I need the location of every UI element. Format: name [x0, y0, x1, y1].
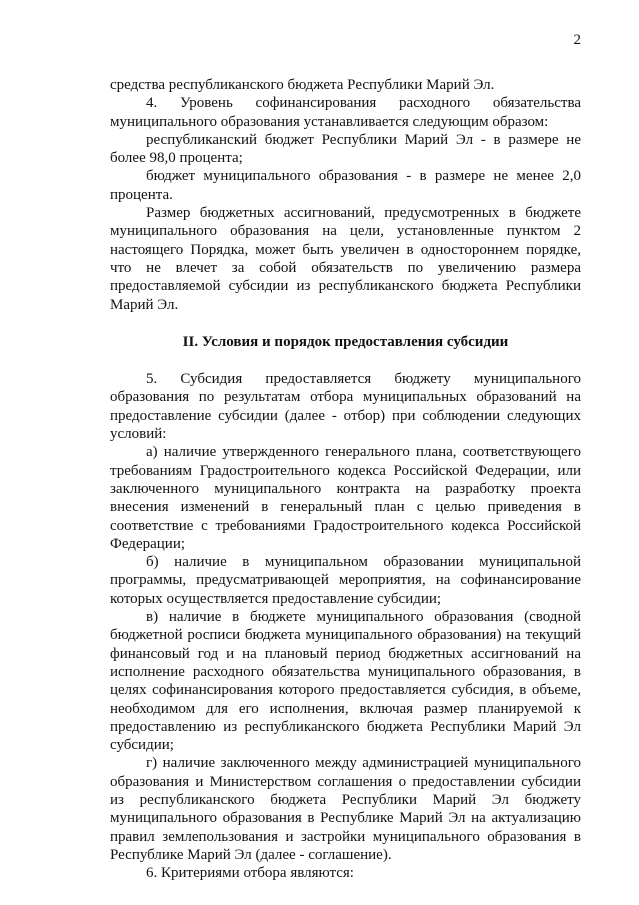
- paragraph: а) наличие утвержденного генерального плана, соответствующего требованиям Градостроительного кодекса Российской Федерации, или заключенного муниципального контракта на разработку проекта внесения изменений в генеральный план с целью приведения в соответствие с требованиями Градостроительного кодекса Российской Федерации;: [110, 444, 581, 552]
- document-body: [110, 76, 581, 882]
- paragraph: б) наличие в муниципальном образовании муниципальной программы, предусматривающей мероприятия, на софинансирование которых осуществляется предоставление субсидии;: [110, 554, 581, 607]
- page-number: 2: [573, 32, 581, 48]
- paragraph: бюджет муниципального образования - в размере не менее 2,0 процента.: [110, 168, 581, 203]
- section-heading: II. Условия и порядок предоставления субсидии: [182, 333, 509, 350]
- paragraph: в) наличие в бюджете муниципального образования (сводной бюджетной росписи бюджета муниципального образования) на текущий финансовый год и на плановый период бюджетных ассигнований на исполнение расходного обязательства муниципального образования, в целях софинансирования которого предоставляется субсидия, в объеме, необходимом для его исполнения, включая размер планируемой к предоставлению из республиканского бюджета Республики Марий Эл субсидии;: [110, 609, 581, 754]
- paragraph: 4. Уровень софинансирования расходного обязательства муниципального образования устанавливается следующим образом:: [110, 95, 581, 130]
- paragraph: 6. Критериями отбора являются:: [146, 865, 354, 882]
- paragraph: 5. Субсидия предоставляется бюджету муниципального образования по результатам отбора муниципальных образований на предоставление субсидии (далее - отбор) при соблюдении следующих условий:: [110, 371, 581, 443]
- paragraph: г) наличие заключенного между администрацией муниципального образования и Министерством соглашения о предоставлении субсидии из республиканского бюджета Республики Марий Эл бюджету муниципального образования в Республике Марий Эл на актуализацию правил землепользования и застройки муниципального образования в Республике Марий Эл (далее - соглашение).: [110, 755, 581, 863]
- paragraph: республиканский бюджет Республики Марий Эл - в размере не более 98,0 процента;: [110, 131, 581, 167]
- paragraph: средства республиканского бюджета Республики Марий Эл.: [110, 77, 495, 93]
- paragraph: Размер бюджетных ассигнований, предусмотренных в бюджете муниципального образования на цели, установленные пунктом 2 настоящего Порядка, может быть увеличен в одностороннем порядке, что не влечет за собой обязательств по увеличению размера предоставляемой субсидии из республиканского бюджета Республики Марий Эл.: [110, 205, 581, 313]
